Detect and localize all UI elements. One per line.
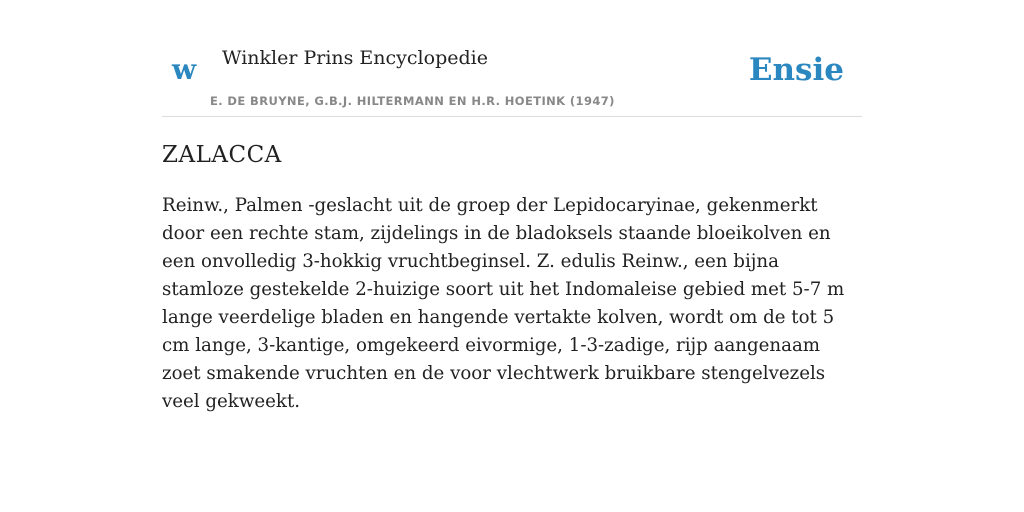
source-header — [162, 0, 862, 117]
source-authors: E. DE BRUYNE, G.B.J. HILTERMANN EN H.R. HOETINK (1947) — [210, 94, 615, 108]
entry-body-text: Reinw., Palmen -geslacht uit de groep der Lepidocaryinae, gekenmerkt door een rechte stam, zijdelings in de bladoksels staande bloeikolven en een onvolledig 3-hokkig vruchtbeginsel. Z. edulis Reinw., een bijna stamloze gestekelde 2-huizige soort uit het Indomaleise gebied met 5-7 m lange veerdelige bladen en hangende vertakte kolven, wordt om de tot 5 cm lange, 3-kantige, omgekeerd eivormige, 1-3-zadige, rijp aangenaam zoet smakende vruchten en de voor vlechtwerk bruikbare stengelvezels veel gekweekt. — [162, 195, 845, 412]
source-logo[interactable]: w — [172, 53, 197, 86]
page-container — [162, 0, 862, 412]
ensie-brand-logo[interactable]: Ensie — [748, 52, 844, 88]
source-title-link[interactable]: Winkler Prins Encyclopedie — [222, 47, 488, 69]
entry-title: ZALACCA — [162, 142, 282, 168]
